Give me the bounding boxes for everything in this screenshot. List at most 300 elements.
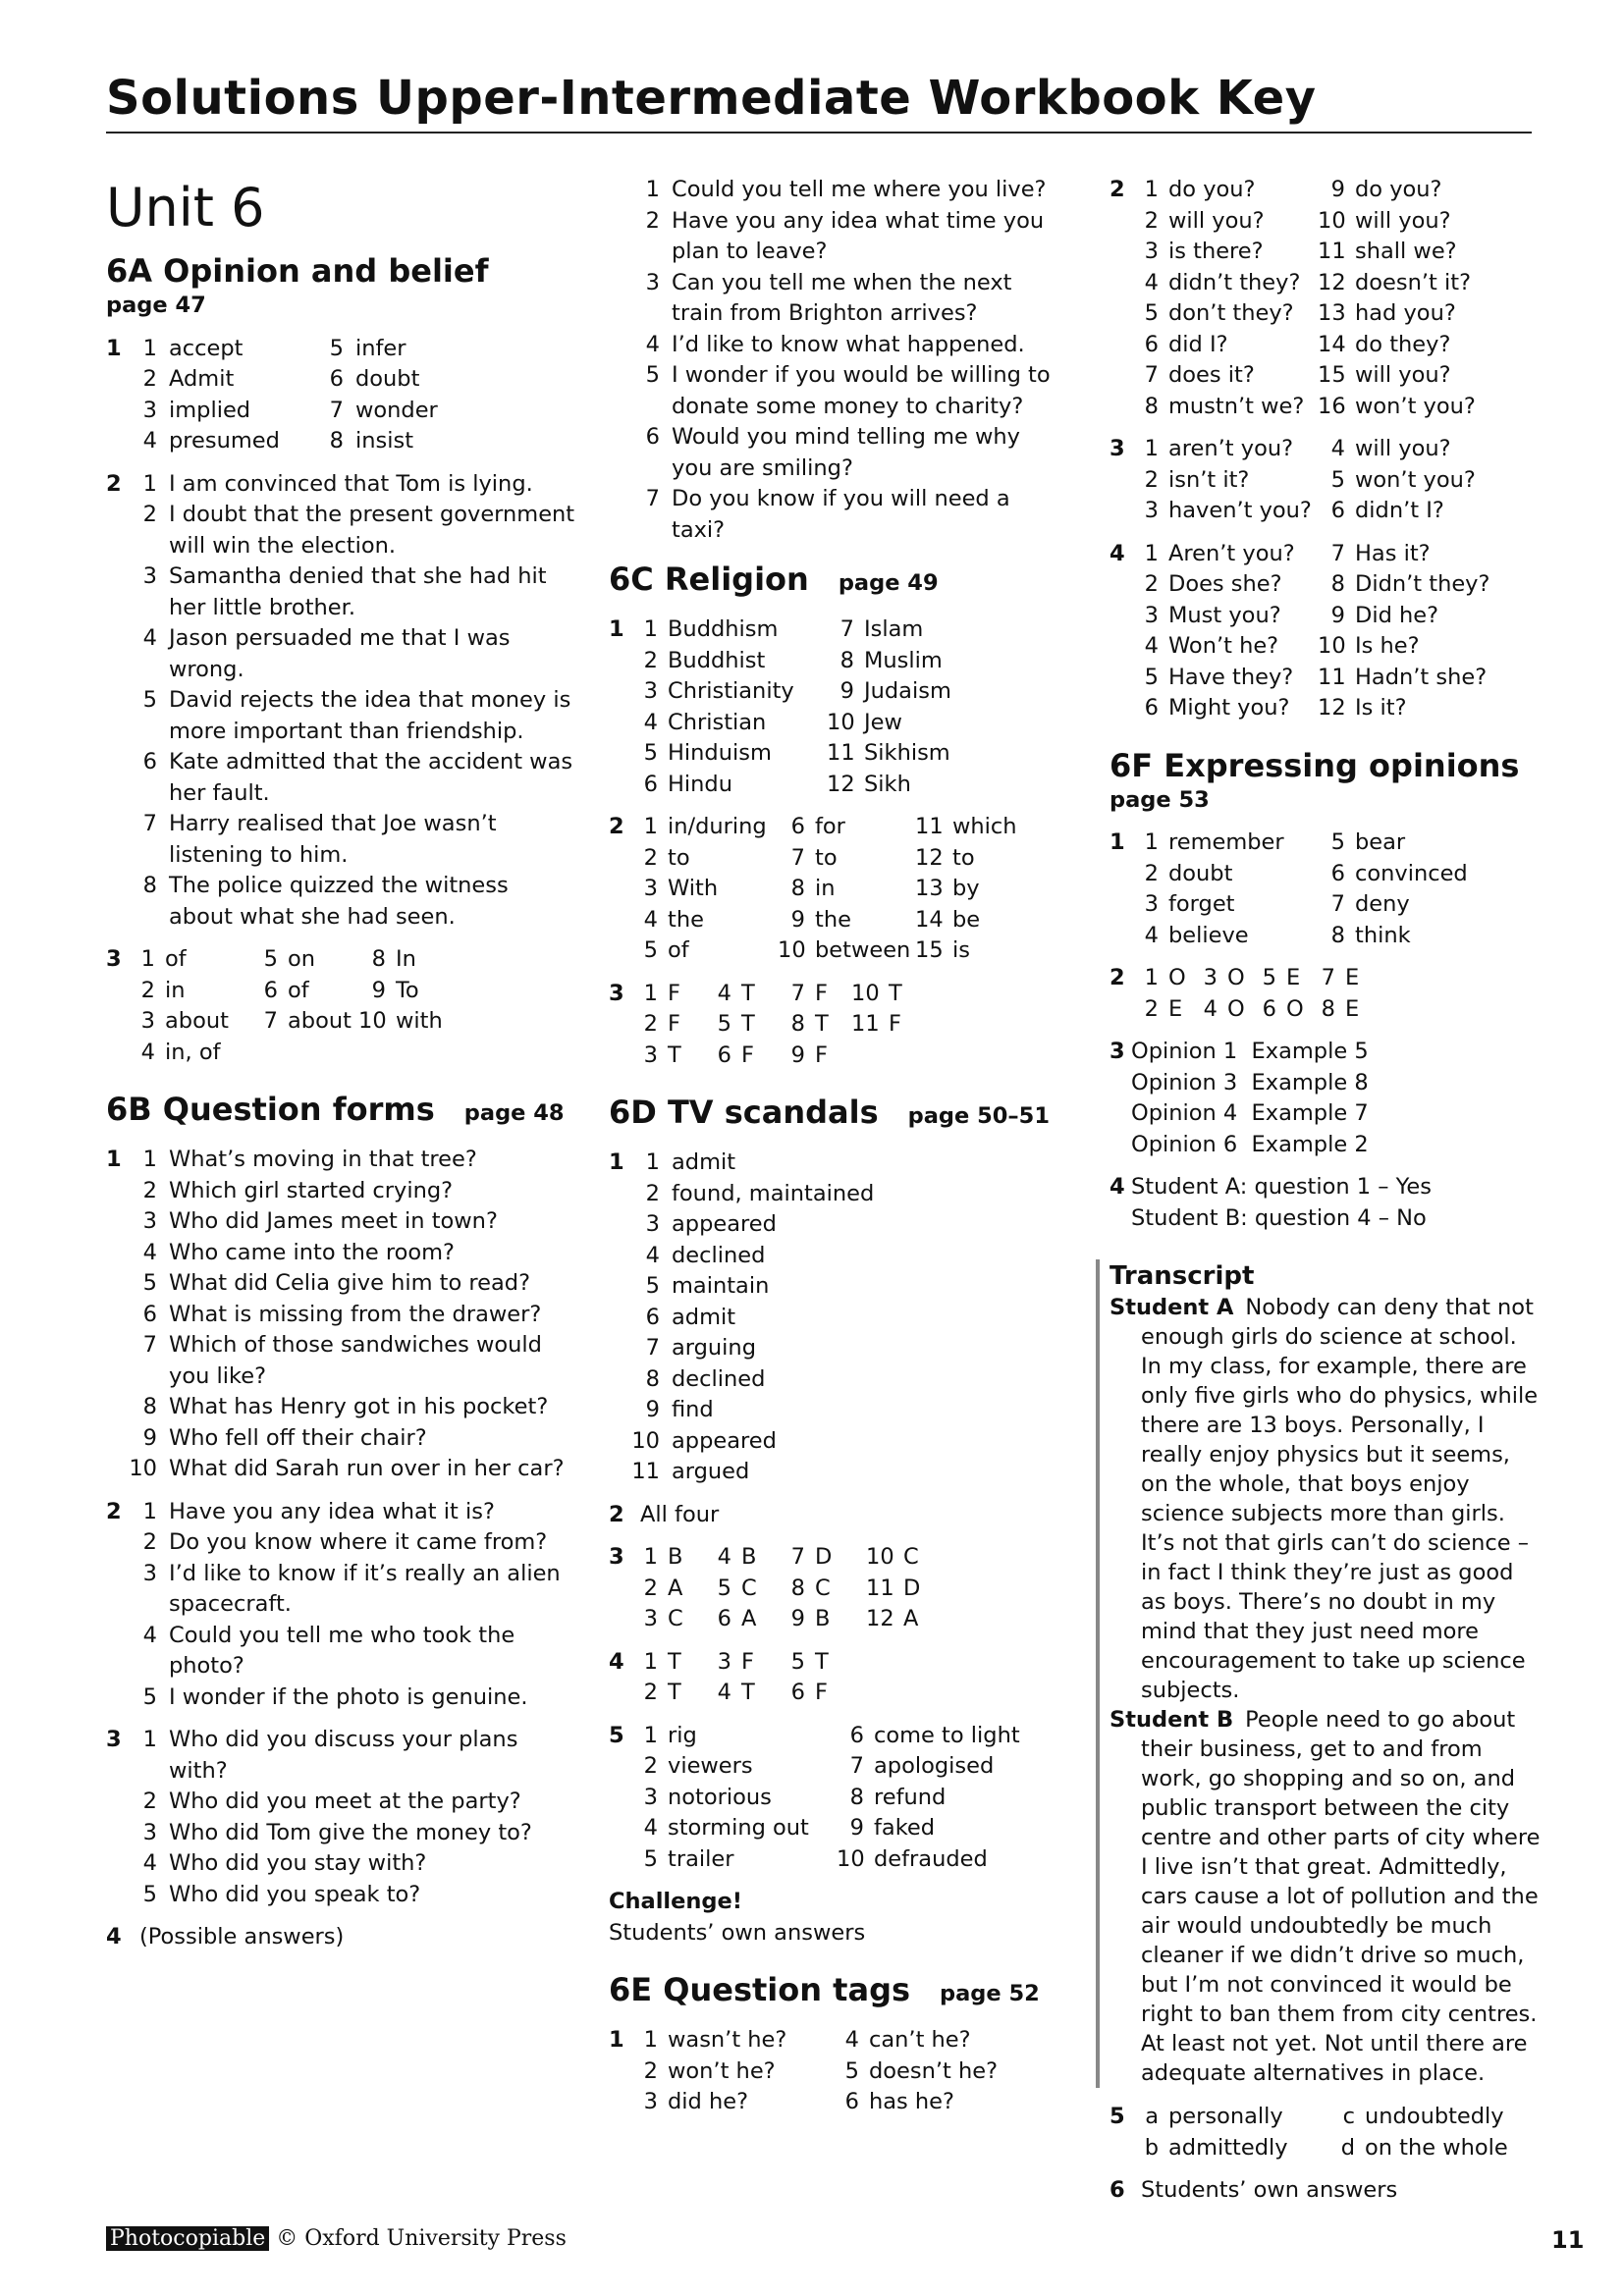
item-text: deny: [1355, 891, 1410, 917]
answer-item: [778, 1678, 851, 1709]
item-number: 11: [1318, 664, 1346, 690]
item-number: 5: [717, 1575, 731, 1601]
item-number: 10: [778, 937, 806, 963]
item-text: on the whole: [1365, 2134, 1508, 2161]
item-text: B: [815, 1606, 831, 1631]
item-number: 2: [645, 1180, 660, 1206]
item-number: 1: [1144, 965, 1159, 990]
column-3: [1110, 175, 1542, 2207]
item-text: aren’t you?: [1168, 436, 1294, 461]
item-number: 9: [790, 906, 805, 933]
answer-item: [128, 1880, 577, 1911]
answer-item: [778, 843, 915, 875]
item-number: 7: [263, 1008, 278, 1034]
answer-item: [1131, 601, 1318, 632]
item-text: Who did Tom give the money to?: [169, 1819, 532, 1845]
answer-item: [778, 874, 915, 905]
exercise: [609, 614, 1051, 800]
exercise: [609, 2025, 1051, 2118]
item-number: 8: [790, 1011, 805, 1037]
item-text: accept: [169, 335, 244, 361]
item-text: of: [288, 977, 309, 1003]
item-number: 3: [643, 1606, 658, 1631]
exercise: [609, 979, 1051, 1072]
item-text: In: [396, 946, 416, 972]
answer-item: [1318, 693, 1494, 724]
item-text: won’t you?: [1355, 393, 1476, 419]
item-text: can’t he?: [869, 2027, 971, 2053]
item-number: 2: [643, 844, 658, 871]
exercise-number: 4: [106, 1924, 122, 1949]
answer-item: [250, 1038, 358, 1069]
item-number: 7: [1321, 965, 1335, 990]
item-text: Who did you meet at the party?: [169, 1789, 521, 1814]
item-text: C: [903, 1544, 919, 1570]
item-number: 8: [329, 428, 344, 454]
answer-item: [837, 1783, 1003, 1814]
item-text: D: [903, 1575, 921, 1601]
item-text: is there?: [1168, 239, 1264, 264]
item-number: 4: [142, 428, 157, 454]
item-text: between: [815, 937, 911, 963]
item-number: 11: [631, 1459, 660, 1484]
answer-item: [832, 2025, 989, 2056]
answer-item: [1308, 963, 1367, 994]
answer-item: [827, 708, 984, 739]
item-number: 4: [643, 906, 658, 933]
answer-item: [915, 874, 1033, 905]
item-number: 3: [142, 1819, 157, 1845]
exercise-number: 3: [609, 980, 624, 1006]
item-number: 1: [643, 1544, 658, 1570]
answer-item: [1318, 206, 1485, 238]
answer-item: [1318, 496, 1485, 527]
answer-item: [1131, 268, 1318, 299]
item-number: 2: [643, 1753, 658, 1779]
answer-item: [630, 268, 1051, 330]
item-text: did I?: [1168, 331, 1228, 357]
answer-item: [915, 935, 1033, 967]
item-number: 2: [140, 977, 155, 1003]
answer-item: [630, 1542, 704, 1574]
answer-item: [630, 1678, 704, 1709]
item-text: A: [903, 1606, 919, 1631]
section-title: 6D TV scandals page 50–51: [609, 1094, 1050, 1131]
item-number: b: [1144, 2134, 1159, 2161]
item-number: 11: [827, 740, 855, 766]
item-text: Did he?: [1355, 602, 1439, 628]
item-number: 7: [790, 844, 805, 871]
item-number: 3: [1144, 239, 1159, 264]
item-number: 5: [1330, 829, 1345, 855]
item-number: 4: [1144, 633, 1159, 659]
item-number: 6: [717, 1041, 731, 1068]
item-number: 1: [643, 1722, 658, 1748]
item-text: appeared: [672, 1427, 777, 1454]
answer-item: [1131, 330, 1318, 361]
item-number: 13: [1318, 300, 1346, 326]
section-6c: [609, 560, 1051, 1071]
exercise-number: 2: [1110, 965, 1125, 990]
answer-item: [128, 1454, 577, 1485]
item-text: do you?: [1355, 177, 1442, 202]
item-text: Does she?: [1168, 571, 1282, 597]
item-number: 10: [358, 1008, 387, 1034]
item-number: 4: [645, 331, 660, 357]
item-number: 2: [643, 1011, 658, 1037]
exercise-number: 2: [609, 1501, 624, 1527]
exercise-number: 3: [609, 1544, 624, 1570]
item-text: Harry realised that Joe wasn’t listening to him.: [169, 811, 497, 868]
item-number: 16: [1318, 393, 1346, 419]
item-text: T: [741, 1680, 755, 1705]
answer-item: [1318, 298, 1485, 330]
item-number: 1: [142, 470, 157, 497]
transcript-title: Transcript: [1110, 1261, 1255, 1291]
item-number: 2: [142, 366, 157, 392]
answer-item: [704, 1009, 778, 1041]
answer-item: [128, 1145, 577, 1176]
item-text: Do you know where it came from?: [169, 1529, 548, 1555]
exercise-number: 3: [106, 946, 122, 972]
item-text: T: [889, 980, 902, 1006]
item-text: Might you?: [1168, 695, 1290, 721]
answer-item: [630, 422, 1051, 484]
item-text: Kate admitted that the accident was her fault.: [169, 749, 573, 806]
item-number: 6: [844, 2089, 859, 2114]
item-number: 12: [827, 771, 855, 797]
item-text: Christian: [668, 709, 767, 735]
answer-item: [1318, 859, 1485, 890]
item-number: [851, 1041, 879, 1072]
exercise: [1110, 828, 1542, 951]
answer-item: [358, 1006, 476, 1038]
answer-item: [358, 1038, 476, 1069]
item-number: 5: [142, 1881, 157, 1907]
answer-item: [630, 1333, 1051, 1364]
item-number: 1: [643, 616, 658, 642]
item-number: 6: [329, 366, 344, 392]
item-text: Who fell off their chair?: [169, 1424, 427, 1451]
answer-item: [827, 770, 984, 801]
answer-item: [1318, 268, 1485, 299]
item-text: in: [165, 977, 186, 1003]
answer-item: [851, 1041, 925, 1072]
answer-item: [1131, 921, 1318, 952]
item-number: 4: [1144, 922, 1159, 948]
section-title: 6B Question forms page 48: [106, 1091, 565, 1128]
section-6d: [609, 1093, 1051, 1949]
page-ref: page 47: [106, 293, 206, 318]
item-text: believe: [1168, 922, 1249, 948]
answer-line: Opinion 6 Example 2: [1131, 1131, 1369, 1157]
item-text: defrauded: [874, 1845, 988, 1872]
section-title: 6E Question tags page 52: [609, 1971, 1040, 2008]
answer-item: [128, 1787, 577, 1818]
item-number: 10: [631, 1427, 660, 1454]
item-text: did he?: [668, 2089, 749, 2114]
item-number: 5: [645, 1273, 660, 1299]
item-text: shall we?: [1355, 239, 1457, 264]
answer-item: [1318, 663, 1494, 694]
item-number: 7: [142, 811, 157, 836]
item-number: 1: [645, 177, 660, 202]
answer-item: [704, 1574, 778, 1605]
item-text: A: [741, 1606, 757, 1631]
item-text: F: [815, 1041, 828, 1068]
answer-item: [630, 1179, 1051, 1210]
item-text: the: [668, 906, 704, 933]
item-number: 4: [140, 1039, 155, 1065]
answer-item: [128, 871, 577, 933]
item-number: 1: [1144, 436, 1159, 461]
answer-item: [630, 1721, 837, 1752]
answer-item: [837, 1751, 1003, 1783]
item-number: 1: [142, 1147, 157, 1172]
item-number: 1: [142, 1727, 157, 1752]
exercise-number: 6: [1110, 2177, 1125, 2203]
exercise: [609, 1500, 1051, 1531]
exercise: [1110, 1037, 1542, 1160]
answer-item: [704, 1647, 778, 1679]
answer-item: [1131, 298, 1318, 330]
item-text: F: [741, 1648, 754, 1675]
answer-item: [630, 905, 778, 936]
answer-item: [1131, 859, 1318, 890]
answer-item: [128, 1682, 577, 1714]
answer-item: [630, 1844, 837, 1876]
answer-item: [128, 1300, 577, 1331]
answer-item: [358, 976, 476, 1007]
item-text: bear: [1355, 829, 1406, 855]
item-text: I doubt that the present government will win the election.: [169, 502, 575, 559]
item-text: viewers: [668, 1753, 753, 1779]
item-text: F: [815, 1680, 828, 1705]
item-number: 4: [844, 2027, 859, 2053]
item-text: Is it?: [1355, 695, 1407, 721]
exercise: [609, 812, 1051, 967]
item-number: 7: [645, 486, 660, 511]
item-text: do you?: [1168, 177, 1256, 202]
item-text: come to light: [874, 1722, 1020, 1748]
answer-item: [1131, 2102, 1327, 2133]
item-text: declined: [672, 1242, 766, 1268]
item-text: does it?: [1168, 362, 1255, 388]
item-text: doesn’t it?: [1355, 269, 1472, 295]
answer-item: [128, 1818, 577, 1849]
item-number: 2: [645, 207, 660, 234]
item-text: isn’t it?: [1168, 466, 1250, 493]
item-number: 10: [851, 980, 880, 1006]
item-text: admit: [672, 1304, 736, 1330]
item-text: F: [741, 1041, 754, 1068]
item-text: Could you tell me who took the photo?: [169, 1622, 515, 1679]
item-number: 3: [643, 678, 658, 704]
item-text: doesn’t he?: [869, 2057, 999, 2084]
answer-item: [1131, 392, 1318, 423]
item-text: implied: [169, 397, 251, 423]
exercise-number: 1: [609, 2027, 624, 2053]
item-text: by: [952, 876, 980, 901]
item-text: F: [668, 980, 680, 1006]
item-text: in: [815, 876, 836, 901]
exercise: [609, 1721, 1051, 1876]
item-number: 15: [1318, 362, 1346, 388]
answer-item: [630, 1395, 1051, 1426]
answer-item: [128, 809, 577, 871]
item-text: doubt: [1168, 860, 1233, 886]
item-text: Must you?: [1168, 602, 1281, 628]
item-number: 13: [915, 876, 944, 901]
answer-item: [314, 334, 438, 365]
item-number: 2: [643, 1575, 658, 1601]
section-6a: [106, 251, 577, 1068]
item-number: 1: [643, 2027, 658, 2053]
exercise: [609, 1647, 1051, 1709]
item-text: Who did you speak to?: [169, 1881, 421, 1907]
item-number: 4: [142, 1622, 157, 1648]
item-text: apologised: [874, 1753, 995, 1779]
item-text: What’s moving in that tree?: [169, 1147, 477, 1172]
section-title: 6F Expressing opinions: [1110, 746, 1520, 784]
item-number: 3: [142, 1208, 157, 1234]
item-text: T: [668, 1041, 681, 1068]
item-text: Hadn’t she?: [1355, 664, 1488, 690]
item-number: 4: [1144, 269, 1159, 295]
item-number: 2: [643, 647, 658, 673]
item-text: Which of those sandwiches would you like?: [169, 1332, 542, 1389]
answer-item: [1131, 2133, 1327, 2164]
item-text: don’t they?: [1168, 300, 1294, 326]
exercise: [106, 1497, 577, 1714]
section-title: 6A Opinion and belief: [106, 252, 489, 290]
answer-item: [827, 646, 984, 677]
item-number: 5: [844, 2057, 859, 2084]
answer-item: [1131, 693, 1318, 724]
answer-item: [250, 976, 358, 1007]
item-text: Hinduism: [668, 740, 772, 766]
section-title: 6C Religion page 49: [609, 561, 939, 598]
item-number: 2: [1144, 466, 1159, 493]
answer-item: [1318, 569, 1494, 601]
item-text: B: [668, 1544, 683, 1570]
answer-item: [630, 1209, 1051, 1241]
item-text: Who did you stay with?: [169, 1850, 427, 1876]
item-number: 4: [643, 709, 658, 735]
answer-item: [630, 708, 827, 739]
item-text: Jason persuaded me that I was wrong.: [169, 625, 511, 682]
answer-item: [128, 944, 250, 976]
item-number: 1: [1144, 540, 1159, 566]
item-number: 15: [915, 937, 944, 963]
item-number: 5: [645, 362, 660, 388]
answer-line: Opinion 1 Example 5: [1131, 1039, 1369, 1064]
item-text: Do you know if you will need a taxi?: [672, 486, 1010, 543]
item-number: [250, 1038, 278, 1069]
item-number: 8: [645, 1365, 660, 1392]
item-text: Aren’t you?: [1168, 540, 1295, 566]
item-text: in/during: [668, 814, 767, 839]
item-number: 10: [1318, 633, 1346, 659]
answer-item: [630, 935, 778, 967]
item-number: 6: [1330, 498, 1345, 523]
answer-item: [630, 1426, 1051, 1458]
item-text: doubt: [355, 366, 420, 392]
answer-item: [128, 685, 577, 747]
item-number: 6: [142, 749, 157, 774]
answer-text: All four: [640, 1501, 720, 1527]
answer-item: [630, 979, 704, 1010]
item-text: The police quizzed the witness about what she had seen.: [169, 873, 509, 930]
item-text: E: [1345, 995, 1360, 1022]
item-text: has he?: [869, 2089, 954, 2114]
item-text: won’t he?: [668, 2057, 776, 2084]
answer-item: [866, 1574, 945, 1605]
item-number: 3: [643, 1041, 658, 1068]
item-text: Is he?: [1355, 633, 1420, 659]
answer-item: [778, 1604, 866, 1635]
item-text: to: [668, 844, 690, 871]
item-number: 3: [643, 876, 658, 901]
item-text: on: [288, 946, 316, 972]
answer-item: [128, 1206, 577, 1238]
answer-item: [128, 1330, 577, 1392]
item-number: 7: [790, 980, 805, 1006]
answer-item: [1318, 601, 1494, 632]
answer-item: [866, 1542, 945, 1574]
section-6b: [106, 1090, 577, 1953]
answer-item: [1131, 175, 1318, 206]
answer-item: [630, 2056, 832, 2088]
answer-item: [630, 2025, 832, 2056]
item-number: 3: [1203, 965, 1218, 990]
item-number: 4: [717, 980, 731, 1006]
item-text: refund: [874, 1784, 947, 1810]
item-text: C: [668, 1606, 683, 1631]
answer-item: [128, 1621, 577, 1682]
item-number: 10: [129, 1456, 157, 1481]
answer-item: [1318, 360, 1485, 392]
answer-item: [128, 561, 577, 623]
exercise-number: 2: [609, 814, 624, 839]
item-text: C: [741, 1575, 757, 1601]
item-text: E: [1345, 965, 1360, 990]
answer-item: [1131, 434, 1318, 465]
item-text: will you?: [1355, 362, 1451, 388]
item-number: 5: [142, 1683, 157, 1710]
item-number: 10: [827, 709, 855, 735]
answer-item: [250, 1006, 358, 1038]
item-number: 11: [866, 1575, 894, 1601]
item-text: wasn’t he?: [668, 2027, 787, 2053]
answer-item: [837, 1721, 1020, 1752]
item-text: Won’t he?: [1168, 633, 1279, 659]
answer-item: [832, 2087, 989, 2118]
exercise-number: 1: [609, 1149, 624, 1175]
item-number: 6: [1144, 331, 1159, 357]
answer-item: [1318, 237, 1485, 268]
answer-item: [1131, 237, 1318, 268]
item-text: of: [165, 946, 187, 972]
item-text: Admit: [169, 366, 235, 392]
answer-item: [1190, 963, 1249, 994]
answer-item: [778, 812, 915, 843]
item-number: 8: [371, 946, 386, 972]
item-text: with: [396, 1008, 443, 1034]
copyright: © Oxford University Press: [276, 2226, 567, 2251]
item-number: 6: [263, 977, 278, 1003]
item-text: B: [741, 1544, 757, 1570]
